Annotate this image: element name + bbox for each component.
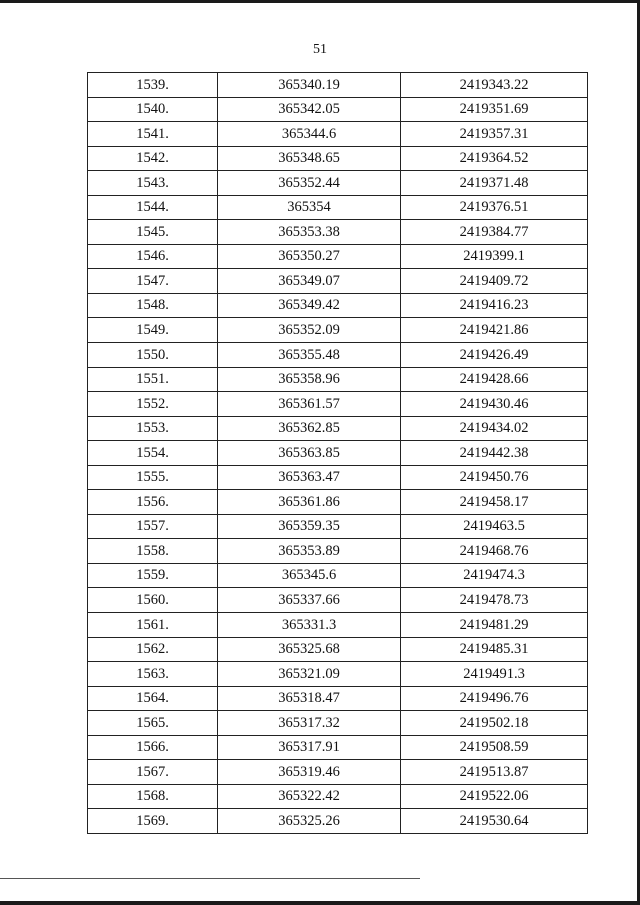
y-coordinate-cell: 2419409.72 [401, 269, 588, 294]
point-number-cell: 1557. [88, 514, 218, 539]
x-coordinate-cell: 365363.85 [218, 441, 401, 466]
y-coordinate-cell: 2419430.46 [401, 392, 588, 417]
x-coordinate-cell: 365337.66 [218, 588, 401, 613]
y-coordinate-cell: 2419478.73 [401, 588, 588, 613]
point-number-cell: 1559. [88, 563, 218, 588]
y-coordinate-cell: 2419376.51 [401, 195, 588, 220]
x-coordinate-cell: 365317.91 [218, 735, 401, 760]
table-row [88, 637, 588, 662]
table-row [88, 73, 588, 98]
point-number-cell: 1555. [88, 465, 218, 490]
y-coordinate-cell: 2419508.59 [401, 735, 588, 760]
table-row [88, 588, 588, 613]
x-coordinate-cell: 365352.44 [218, 171, 401, 196]
x-coordinate-cell: 365359.35 [218, 514, 401, 539]
coordinates-table [87, 72, 588, 834]
x-coordinate-cell: 365317.32 [218, 711, 401, 736]
table-row [88, 293, 588, 318]
point-number-cell: 1564. [88, 686, 218, 711]
y-coordinate-cell: 2419442.38 [401, 441, 588, 466]
x-coordinate-cell: 365321.09 [218, 662, 401, 687]
table-row [88, 318, 588, 343]
x-coordinate-cell: 365350.27 [218, 244, 401, 269]
table-row [88, 367, 588, 392]
x-coordinate-cell: 365353.89 [218, 539, 401, 564]
table-row [88, 613, 588, 638]
x-coordinate-cell: 365319.46 [218, 760, 401, 785]
table-row [88, 760, 588, 785]
y-coordinate-cell: 2419357.31 [401, 122, 588, 147]
x-coordinate-cell: 365322.42 [218, 784, 401, 809]
point-number-cell: 1550. [88, 343, 218, 368]
table-row [88, 269, 588, 294]
point-number-cell: 1541. [88, 122, 218, 147]
table-row [88, 392, 588, 417]
point-number-cell: 1554. [88, 441, 218, 466]
table-row [88, 662, 588, 687]
table-row [88, 735, 588, 760]
point-number-cell: 1542. [88, 146, 218, 171]
point-number-cell: 1556. [88, 490, 218, 515]
table-row [88, 97, 588, 122]
y-coordinate-cell: 2419426.49 [401, 343, 588, 368]
table-row [88, 244, 588, 269]
y-coordinate-cell: 2419485.31 [401, 637, 588, 662]
point-number-cell: 1540. [88, 97, 218, 122]
x-coordinate-cell: 365331.3 [218, 613, 401, 638]
point-number-cell: 1561. [88, 613, 218, 638]
table-row [88, 539, 588, 564]
x-coordinate-cell: 365355.48 [218, 343, 401, 368]
y-coordinate-cell: 2419502.18 [401, 711, 588, 736]
table-row [88, 514, 588, 539]
x-coordinate-cell: 365354 [218, 195, 401, 220]
point-number-cell: 1553. [88, 416, 218, 441]
y-coordinate-cell: 2419530.64 [401, 809, 588, 834]
x-coordinate-cell: 365361.57 [218, 392, 401, 417]
x-coordinate-cell: 365340.19 [218, 73, 401, 98]
scan-border-top [0, 0, 640, 3]
y-coordinate-cell: 2419481.29 [401, 613, 588, 638]
x-coordinate-cell: 365358.96 [218, 367, 401, 392]
y-coordinate-cell: 2419434.02 [401, 416, 588, 441]
point-number-cell: 1545. [88, 220, 218, 245]
x-coordinate-cell: 365348.65 [218, 146, 401, 171]
table-row [88, 441, 588, 466]
x-coordinate-cell: 365353.38 [218, 220, 401, 245]
y-coordinate-cell: 2419468.76 [401, 539, 588, 564]
x-coordinate-cell: 365361.86 [218, 490, 401, 515]
table-row [88, 809, 588, 834]
y-coordinate-cell: 2419474.3 [401, 563, 588, 588]
scan-border-bottom [0, 901, 640, 905]
point-number-cell: 1562. [88, 637, 218, 662]
x-coordinate-cell: 365342.05 [218, 97, 401, 122]
point-number-cell: 1549. [88, 318, 218, 343]
point-number-cell: 1544. [88, 195, 218, 220]
table-row [88, 122, 588, 147]
point-number-cell: 1546. [88, 244, 218, 269]
x-coordinate-cell: 365325.26 [218, 809, 401, 834]
table-row [88, 465, 588, 490]
y-coordinate-cell: 2419399.1 [401, 244, 588, 269]
y-coordinate-cell: 2419522.06 [401, 784, 588, 809]
x-coordinate-cell: 365325.68 [218, 637, 401, 662]
point-number-cell: 1551. [88, 367, 218, 392]
table-row [88, 146, 588, 171]
y-coordinate-cell: 2419491.3 [401, 662, 588, 687]
point-number-cell: 1566. [88, 735, 218, 760]
y-coordinate-cell: 2419343.22 [401, 73, 588, 98]
x-coordinate-cell: 365363.47 [218, 465, 401, 490]
point-number-cell: 1567. [88, 760, 218, 785]
x-coordinate-cell: 365362.85 [218, 416, 401, 441]
point-number-cell: 1548. [88, 293, 218, 318]
coordinates-table-body [88, 73, 588, 834]
x-coordinate-cell: 365318.47 [218, 686, 401, 711]
y-coordinate-cell: 2419450.76 [401, 465, 588, 490]
y-coordinate-cell: 2419351.69 [401, 97, 588, 122]
x-coordinate-cell: 365349.42 [218, 293, 401, 318]
table-row [88, 343, 588, 368]
point-number-cell: 1552. [88, 392, 218, 417]
y-coordinate-cell: 2419421.86 [401, 318, 588, 343]
y-coordinate-cell: 2419416.23 [401, 293, 588, 318]
y-coordinate-cell: 2419384.77 [401, 220, 588, 245]
point-number-cell: 1539. [88, 73, 218, 98]
table-row [88, 171, 588, 196]
point-number-cell: 1560. [88, 588, 218, 613]
x-coordinate-cell: 365352.09 [218, 318, 401, 343]
y-coordinate-cell: 2419463.5 [401, 514, 588, 539]
table-row [88, 416, 588, 441]
scan-bottom-rule [0, 878, 420, 879]
y-coordinate-cell: 2419371.48 [401, 171, 588, 196]
table-row [88, 784, 588, 809]
table-row [88, 195, 588, 220]
x-coordinate-cell: 365349.07 [218, 269, 401, 294]
x-coordinate-cell: 365345.6 [218, 563, 401, 588]
point-number-cell: 1565. [88, 711, 218, 736]
table-row [88, 711, 588, 736]
y-coordinate-cell: 2419428.66 [401, 367, 588, 392]
table-row [88, 220, 588, 245]
y-coordinate-cell: 2419364.52 [401, 146, 588, 171]
point-number-cell: 1563. [88, 662, 218, 687]
table-row [88, 490, 588, 515]
y-coordinate-cell: 2419458.17 [401, 490, 588, 515]
page-number: 51 [313, 42, 327, 57]
table-row [88, 686, 588, 711]
y-coordinate-cell: 2419496.76 [401, 686, 588, 711]
point-number-cell: 1543. [88, 171, 218, 196]
table-row [88, 563, 588, 588]
point-number-cell: 1569. [88, 809, 218, 834]
point-number-cell: 1568. [88, 784, 218, 809]
point-number-cell: 1547. [88, 269, 218, 294]
x-coordinate-cell: 365344.6 [218, 122, 401, 147]
y-coordinate-cell: 2419513.87 [401, 760, 588, 785]
point-number-cell: 1558. [88, 539, 218, 564]
